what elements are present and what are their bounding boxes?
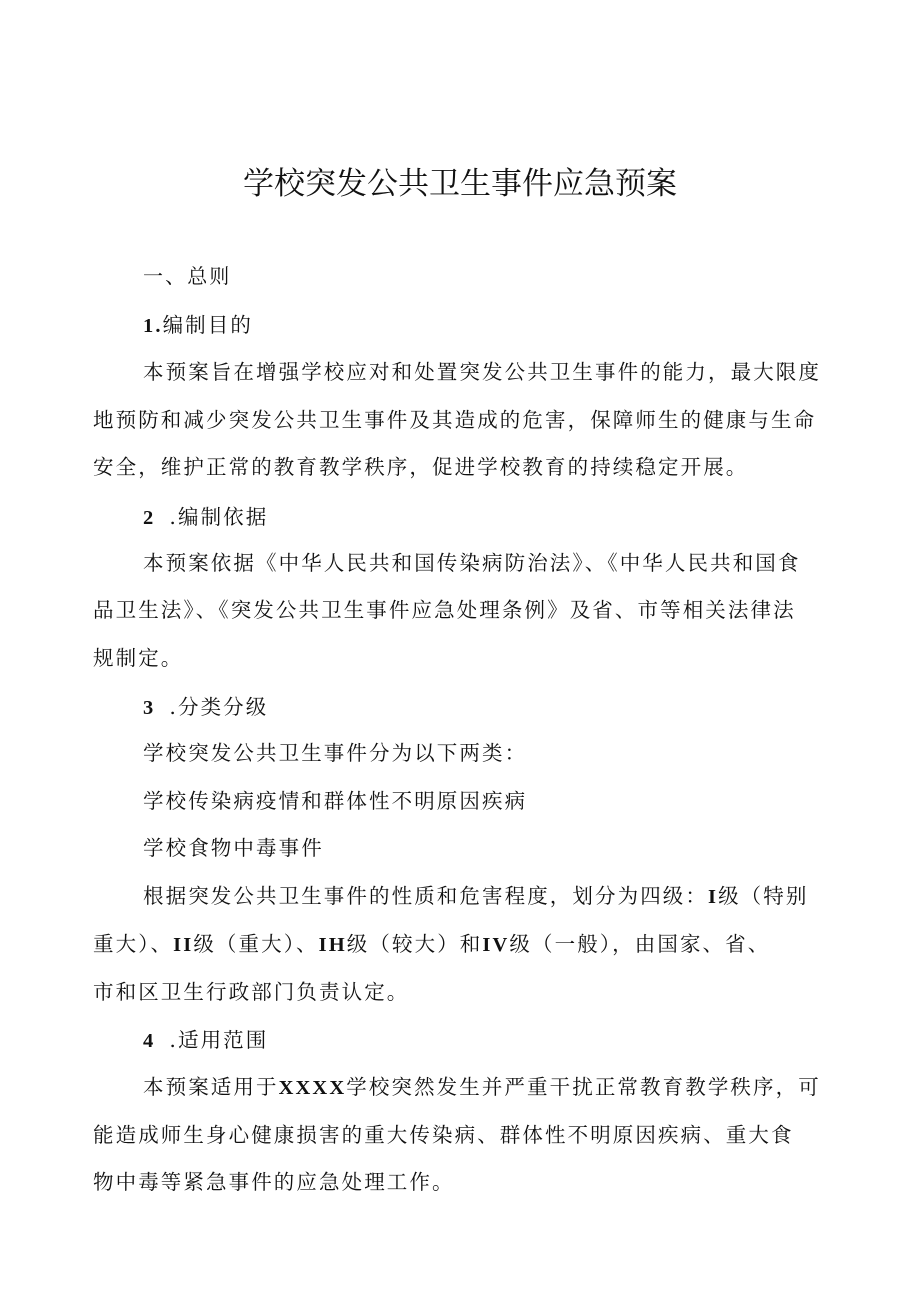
subsection-title: .分类分级: [169, 695, 269, 719]
paragraph-line: 规制定。: [93, 646, 184, 670]
subsection-number: 2: [143, 507, 156, 529]
grade-label: IV: [482, 934, 510, 956]
text-run: 级（一般），由国家、省、: [509, 932, 771, 956]
text-run: 级（较大）和: [346, 932, 483, 956]
subsection-number: 1.: [143, 315, 163, 337]
paragraph-line: 物中毒等紧急事件的应急处理工作。: [93, 1170, 455, 1194]
text-run: 根据突发公共卫生事件的性质和危害程度，划分为四级：: [143, 884, 708, 908]
paragraph-line: 市和区卫生行政部门负责认定。: [93, 980, 410, 1004]
grade-label: IH: [318, 934, 347, 956]
subsection-number: 3: [143, 697, 156, 719]
paragraph-line: 本预案旨在增强学校应对和处置突发公共卫生事件的能力，最大限度: [143, 360, 821, 384]
document-title: 学校突发公共卫生事件应急预案: [243, 166, 677, 202]
subsection-title: 编制目的: [162, 313, 253, 337]
text-run: 级（重大）、: [193, 932, 319, 956]
text-run: 本预案适用于: [143, 1075, 279, 1099]
paragraph-line: [143, 882, 808, 911]
paragraph-line: 地预防和减少突发公共卫生事件及其造成的危害，保障师生的健康与生命: [93, 408, 817, 432]
subsection-heading-1: [143, 311, 253, 340]
paragraph-line: 品卫生法》、《突发公共卫生事件应急处理条例》及省、市等相关法律法: [93, 598, 796, 622]
paragraph-line: 能造成师生身心健康损害的重大传染病、群体性不明原因疾病、重大食: [93, 1123, 794, 1147]
subsection-number: 4: [143, 1030, 156, 1052]
subsection-title: .编制依据: [169, 505, 269, 529]
section-heading: 一、总则: [143, 264, 232, 288]
paragraph-line: 学校突发公共卫生事件分为以下两类：: [143, 741, 528, 765]
subsection-heading-3: [143, 693, 268, 722]
text-run: 重大）、: [93, 932, 174, 956]
subsection-heading-2: [143, 503, 268, 532]
text-run: 级（特别: [718, 884, 809, 908]
paragraph-line: [93, 930, 770, 959]
paragraph-line: 安全，维护正常的教育教学秩序，促进学校教育的持续稳定开展。: [93, 455, 749, 479]
subsection-title: .适用范围: [169, 1028, 269, 1052]
paragraph-line: 学校传染病疫情和群体性不明原因疾病: [143, 789, 528, 813]
grade-label: II: [173, 934, 194, 956]
grade-label: I: [708, 886, 719, 908]
paragraph-line: [143, 1073, 821, 1102]
paragraph-line: 学校食物中毒事件: [143, 836, 324, 860]
subsection-heading-4: [143, 1026, 268, 1055]
school-placeholder: XXXX: [278, 1077, 347, 1099]
paragraph-line: 本预案依据《中华人民共和国传染病防治法》、《中华人民共和国食: [143, 551, 801, 575]
text-run: 学校突然发生并严重干扰正常教育教学秩序，可: [346, 1075, 821, 1099]
